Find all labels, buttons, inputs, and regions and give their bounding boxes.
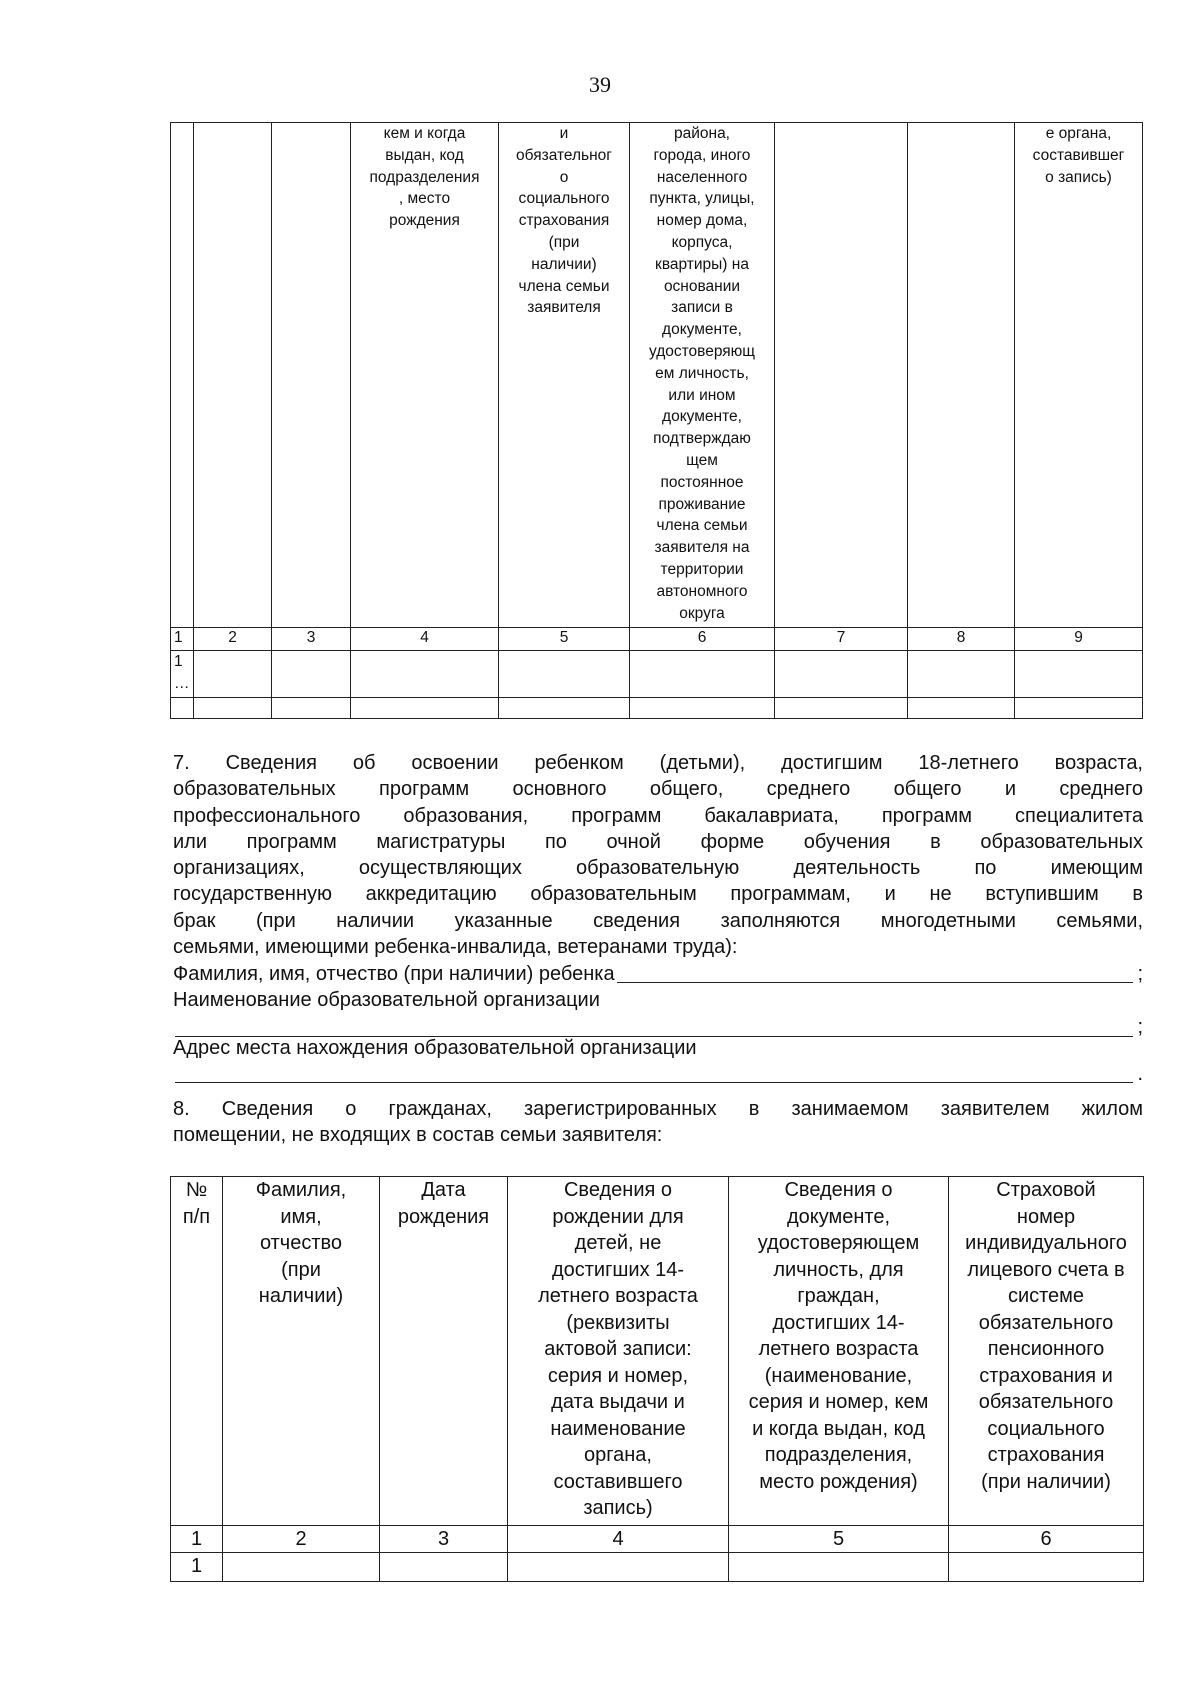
family-members-table (170, 122, 1143, 719)
header-cell (194, 123, 272, 628)
org-address-input-line[interactable] (175, 1062, 1133, 1083)
table-row (171, 698, 1143, 719)
column-number: 2 (223, 1526, 380, 1553)
section-8-paragraph (173, 1096, 1143, 1149)
table-cell[interactable] (908, 651, 1015, 698)
child-name-field-row (173, 960, 1143, 987)
column-number: 6 (949, 1526, 1144, 1553)
column-number: 6 (630, 628, 775, 651)
header-cell (908, 123, 1015, 628)
table-cell[interactable] (949, 1553, 1144, 1582)
table-cell[interactable] (351, 698, 499, 719)
table-cell[interactable] (508, 1553, 729, 1582)
header-cell: и обязательног о социального страхования (при наличии) члена семьи заявителя (499, 123, 630, 628)
table-cell[interactable] (499, 698, 630, 719)
column-number: 1 (171, 1526, 223, 1553)
table-cell[interactable] (630, 651, 775, 698)
section-7-paragraph (173, 750, 1143, 1087)
table-cell[interactable] (1015, 698, 1143, 719)
field-terminator: ; (1137, 963, 1143, 986)
header-cell: Страховой номер индивидуального лицевого счета в системе обязательного пенсионного страхования и обязательного социального страхования (при наличии) (949, 1177, 1144, 1526)
org-name-label: Наименование образовательной организации (173, 989, 600, 1012)
table-cell[interactable] (223, 1553, 380, 1582)
header-cell (171, 123, 194, 628)
field-terminator: . (1137, 1062, 1143, 1085)
header-cell (272, 123, 351, 628)
table-cell[interactable]: 1 (171, 1553, 223, 1582)
table-cell[interactable] (272, 698, 351, 719)
header-cell: Сведения о рождении для детей, не достигших 14- летнего возраста (реквизиты актовой записи: серия и номер, дата выдачи и наименование органа, составившего запись) (508, 1177, 729, 1526)
header-cell: Сведения о документе, удостоверяющем личность, для граждан, достигших 14- летнего возраста (наименование, серия и номер, кем и когда выдан, код подразделения, место рождения) (729, 1177, 949, 1526)
column-number-row (171, 628, 1143, 651)
org-name-input-line[interactable] (175, 1014, 1133, 1037)
header-cell: Фамилия, имя, отчество (при наличии) (223, 1177, 380, 1526)
paragraph-line: семьями, имеющими ребенка-инвалида, ветеранами труда): (173, 936, 738, 959)
paragraph-line: или программ магистратуры по очной форме обучения в образовательных (173, 830, 1143, 853)
table-cell[interactable] (194, 698, 272, 719)
table-cell[interactable] (908, 698, 1015, 719)
page-number: 39 (589, 72, 611, 97)
paragraph-line: помещении, не входящих в состав семьи заявителя: (173, 1124, 663, 1147)
column-number: 8 (908, 628, 1015, 651)
column-number: 4 (351, 628, 499, 651)
column-number: 5 (729, 1526, 949, 1553)
table-row (171, 1553, 1144, 1582)
paragraph-line: 7. Сведения об освоении ребенком (детьми), достигшим 18-летнего возраста, (173, 752, 1143, 774)
paragraph-line: организациях, осуществляющих образовательную деятельность по имеющим (173, 857, 1143, 880)
table-row (171, 651, 1143, 698)
header-cell: кем и когда выдан, код подразделения , место рождения (351, 123, 499, 628)
column-number: 1 (171, 628, 194, 651)
table-cell[interactable] (380, 1553, 508, 1582)
table-cell[interactable]: 1 … (171, 651, 194, 698)
header-cell: Дата рождения (380, 1177, 508, 1526)
table-cell[interactable] (775, 698, 908, 719)
table-cell[interactable] (775, 651, 908, 698)
table-cell[interactable] (194, 651, 272, 698)
column-number: 7 (775, 628, 908, 651)
column-number: 3 (380, 1526, 508, 1553)
org-address-field-row (173, 1061, 1143, 1087)
org-address-label: Адрес места нахождения образовательной организации (173, 1036, 697, 1059)
paragraph-line: образовательных программ основного общего, среднего общего и среднего (173, 778, 1143, 801)
paragraph-line: государственную аккредитацию образовательным программам, и не вступившим в (173, 883, 1143, 906)
table-cell[interactable] (171, 698, 194, 719)
column-number: 5 (499, 628, 630, 651)
column-number: 3 (272, 628, 351, 651)
header-cell (775, 123, 908, 628)
field-terminator: ; (1137, 1016, 1143, 1039)
paragraph-line: брак (при наличии указанные сведения заполняются многодетными семьями, (173, 909, 1143, 932)
header-cell: района, города, иного населенного пункта, улицы, номер дома, корпуса, квартиры) на основании записи в документе, удостоверяющ ем личность, или ином документе, подтверждаю щем постоянное проживание члена семьи заявителя на территории автономного округа (630, 123, 775, 628)
table-header-row (171, 123, 1143, 628)
column-number: 2 (194, 628, 272, 651)
column-number-row (171, 1526, 1144, 1553)
child-name-label: Фамилия, имя, отчество (при наличии) ребенка (173, 963, 615, 986)
table-cell[interactable] (499, 651, 630, 698)
table-header-row (171, 1177, 1144, 1526)
table-cell[interactable] (272, 651, 351, 698)
paragraph-line: профессионального образования, программ бакалавриата, программ специалитета (173, 804, 1143, 827)
registered-citizens-table (170, 1176, 1144, 1582)
child-name-input-line[interactable] (617, 960, 1134, 983)
table-cell[interactable] (630, 698, 775, 719)
table-cell[interactable] (1015, 651, 1143, 698)
table-cell[interactable] (729, 1553, 949, 1582)
header-cell: е органа, составившег о запись) (1015, 123, 1143, 628)
column-number: 4 (508, 1526, 729, 1553)
header-cell: № п/п (171, 1177, 223, 1526)
table-cell[interactable] (351, 651, 499, 698)
column-number: 9 (1015, 628, 1143, 651)
paragraph-line: 8. Сведения о гражданах, зарегистрированных в занимаемом заявителем жилом (173, 1098, 1143, 1120)
